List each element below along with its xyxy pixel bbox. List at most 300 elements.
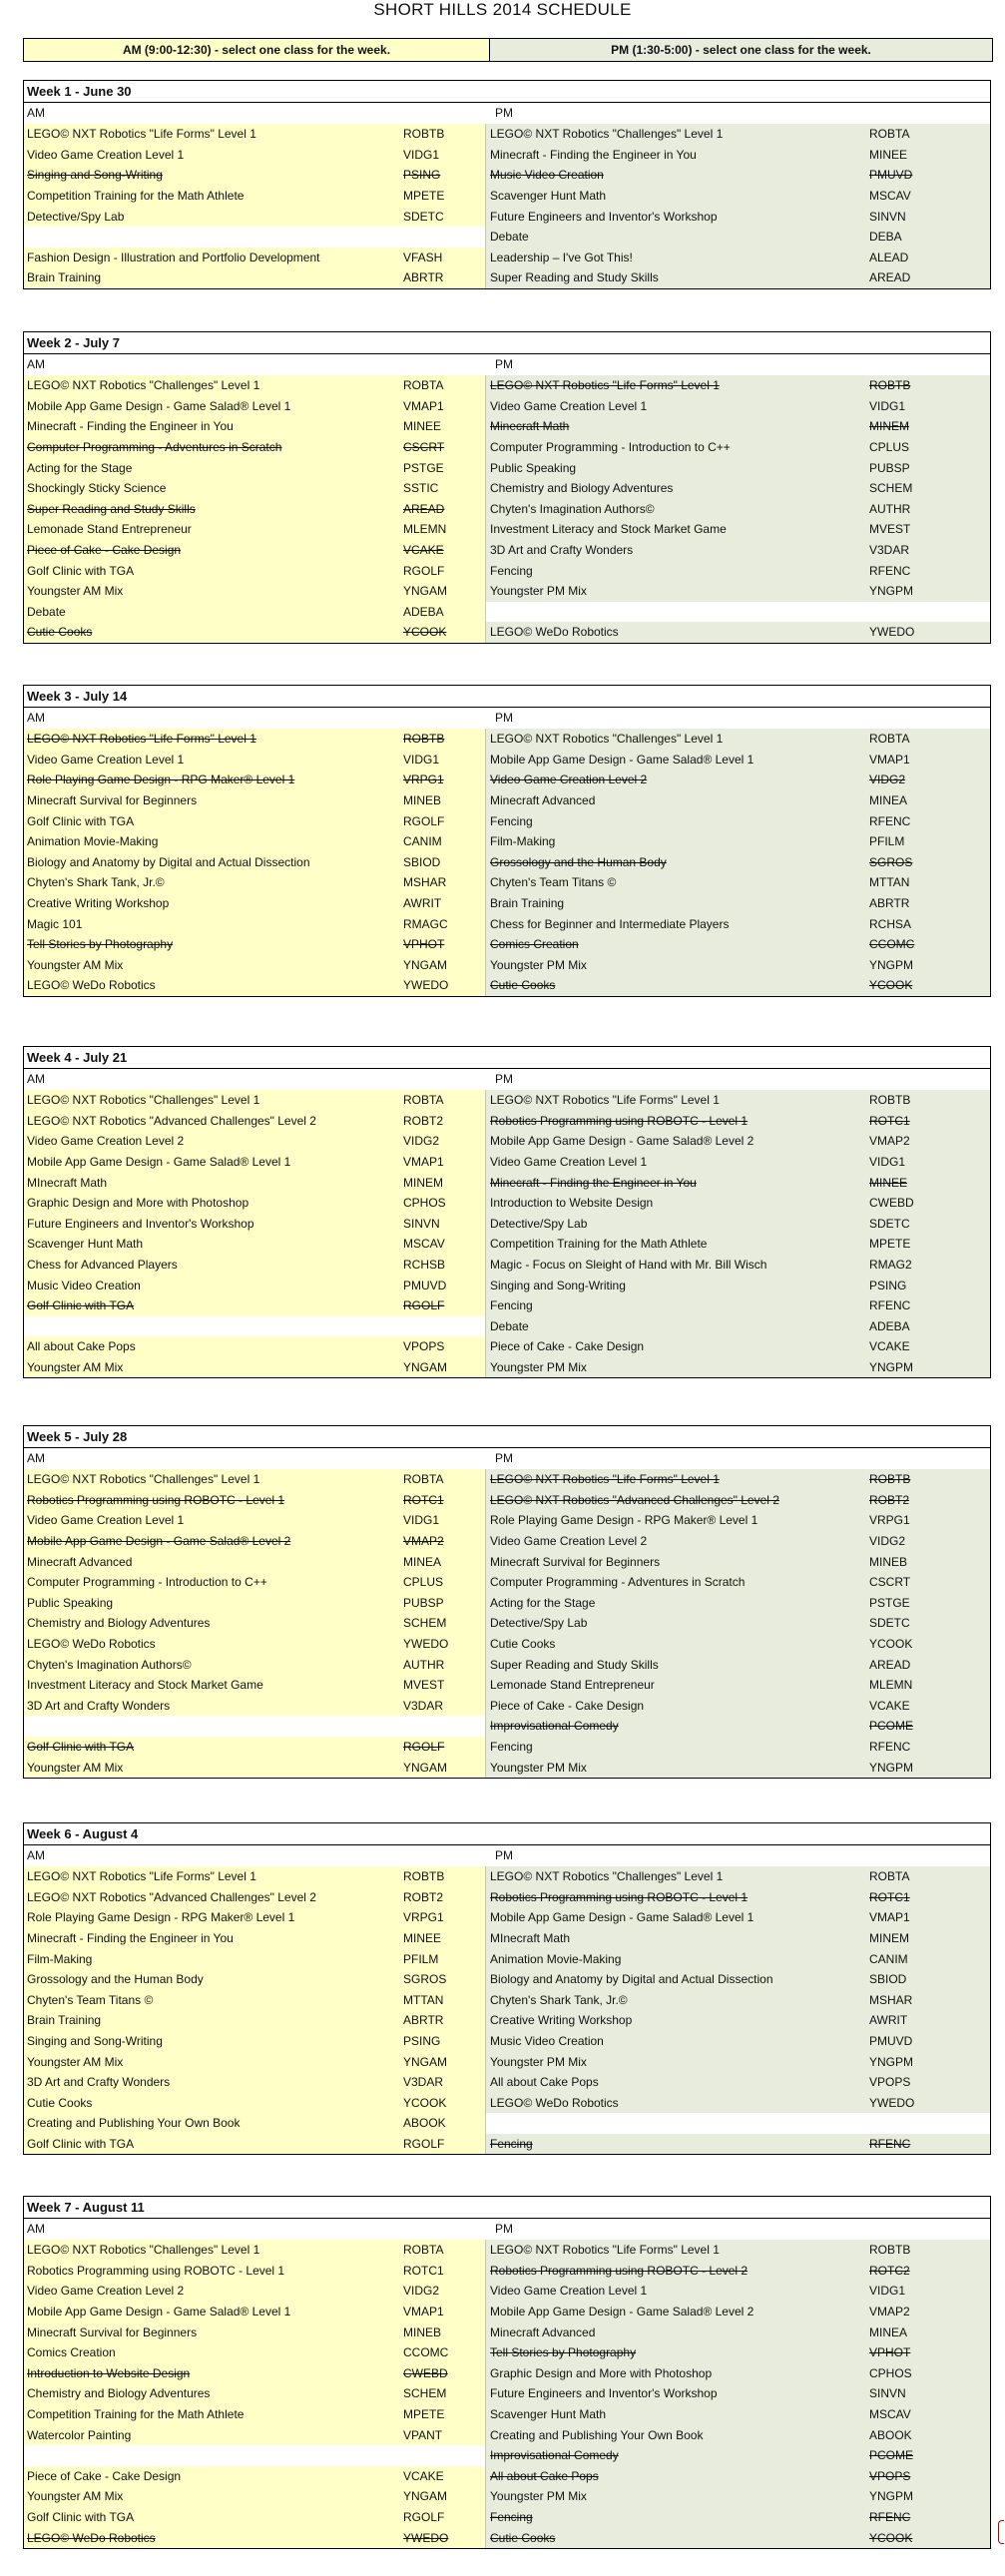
am-class-code-text: RGOLF xyxy=(403,1740,445,1755)
am-class-name xyxy=(24,248,403,268)
pm-class-name-text: Role Playing Game Design - RPG Maker® Level 1 xyxy=(490,1513,758,1528)
pm-class-code xyxy=(869,1336,990,1357)
pm-class-code xyxy=(869,1152,990,1173)
am-class-name-text: Golf Clinic with TGA xyxy=(27,813,135,828)
pm-class-code xyxy=(869,790,990,811)
schedule-row xyxy=(24,145,990,166)
pm-class-name-text: Fencing xyxy=(490,813,533,828)
am-class-name-text: Introduction to Website Design xyxy=(27,2365,191,2380)
am-class-code xyxy=(403,1757,486,1778)
page-title: SHORT HILLS 2014 SCHEDULE xyxy=(373,0,632,19)
schedule-row xyxy=(24,1531,990,1552)
week-block xyxy=(23,2196,991,2549)
am-class-code xyxy=(403,1152,486,1173)
pm-class-name-text: Biology and Anatomy by Digital and Actual Dissection xyxy=(490,1972,773,1987)
pm-class-code-text: MSCAV xyxy=(869,189,911,204)
pm-class-name xyxy=(486,729,869,750)
schedule-row xyxy=(24,1593,990,1614)
pm-class-name xyxy=(486,581,869,602)
am-class-code-text: ROBTB xyxy=(403,732,445,747)
schedule-row xyxy=(24,499,990,520)
pm-class-code-text: CSCRT xyxy=(869,1575,911,1590)
am-class-code xyxy=(403,1696,486,1717)
week-title-text: Week 7 - August 11 xyxy=(27,2200,145,2215)
week-title-text: Week 6 - August 4 xyxy=(27,1826,139,1841)
pm-class-name xyxy=(486,227,869,248)
schedule-row xyxy=(24,810,990,831)
am-class-name xyxy=(24,540,403,561)
am-class-code xyxy=(403,2261,486,2282)
pm-class-name xyxy=(486,1675,869,1696)
pm-class-code-text: MINEE xyxy=(869,1175,908,1190)
am-class-name xyxy=(24,602,403,623)
am-class-name-text: Tell Stories by Photography xyxy=(27,937,174,952)
pm-class-code-text: CPHOS xyxy=(869,2365,912,2380)
pm-class-name-text: LEGO© NXT Robotics "Life Forms" Level 1 xyxy=(490,1093,720,1108)
pm-session-header: PM (1:30-5:00) - select one class for the week. xyxy=(490,39,992,61)
pm-class-name-text: Fencing xyxy=(490,1740,533,1755)
pm-class-name xyxy=(486,975,869,996)
pm-class-code xyxy=(869,2031,990,2052)
pm-class-code-text: RFENC xyxy=(869,563,911,578)
am-class-code-text: PMUVD xyxy=(403,1278,447,1292)
pm-class-code xyxy=(869,831,990,852)
pm-class-code-text: MINEA xyxy=(869,793,908,808)
pm-label-text: PM xyxy=(495,1848,513,1862)
pm-class-name xyxy=(486,416,869,437)
am-class-name xyxy=(24,206,403,227)
pm-class-name xyxy=(486,2404,869,2425)
am-class-code-text: RCHSB xyxy=(403,1258,446,1273)
am-class-code xyxy=(403,2281,486,2302)
schedule-row xyxy=(24,1990,990,2011)
am-class-code-text: VCAKE xyxy=(403,2468,444,2483)
am-class-name xyxy=(24,1737,403,1758)
am-class-code xyxy=(403,1716,486,1737)
schedule-row xyxy=(24,1275,990,1295)
pm-class-code-text: ROTC1 xyxy=(869,1889,910,1904)
pm-class-code-text: ROBTB xyxy=(869,378,911,393)
schedule-row xyxy=(24,1572,990,1593)
schedule-row xyxy=(24,1131,990,1152)
pm-class-code xyxy=(869,2281,990,2302)
am-class-code-text: SDETC xyxy=(403,209,444,224)
pm-class-code-text: VMAP1 xyxy=(869,752,910,767)
pm-class-name xyxy=(486,267,869,288)
pm-label-text: PM xyxy=(495,1072,513,1086)
am-class-code xyxy=(403,955,486,976)
pm-class-name-text: Scavenger Hunt Math xyxy=(490,2407,607,2422)
pm-class-code-text: ROTC2 xyxy=(869,2263,910,2278)
am-class-name xyxy=(24,519,403,540)
am-class-code-text: VPHOT xyxy=(403,937,445,952)
pm-class-name xyxy=(486,913,869,934)
am-class-code-text: SBIOD xyxy=(403,854,441,869)
pm-class-code-text: VIDG1 xyxy=(869,398,906,413)
am-class-name xyxy=(24,1990,403,2011)
pm-class-code xyxy=(869,581,990,602)
am-label-text: AM xyxy=(27,357,45,371)
pm-label xyxy=(492,354,990,375)
am-label xyxy=(24,2219,492,2240)
pm-class-code xyxy=(869,416,990,437)
edge-bracket-mark xyxy=(998,2520,1004,2544)
am-class-name-text: 3D Art and Crafty Wonders xyxy=(27,1698,171,1713)
am-label-text: AM xyxy=(27,106,45,120)
am-class-code-text: CWEBD xyxy=(403,2365,448,2380)
pm-class-name xyxy=(486,206,869,227)
pm-class-code xyxy=(869,2051,990,2072)
am-class-name xyxy=(24,2445,403,2466)
pm-class-name xyxy=(486,1696,869,1717)
am-class-name-text: Computer Programming - Adventures in Scratch xyxy=(27,440,282,455)
am-class-name xyxy=(24,186,403,207)
am-class-name xyxy=(24,581,403,602)
am-class-name xyxy=(24,750,403,771)
pm-class-code xyxy=(869,1090,990,1111)
pm-class-code xyxy=(869,934,990,955)
am-class-name-text: Singing and Song-Writing xyxy=(27,2034,163,2049)
am-class-code xyxy=(403,519,486,540)
schedule-row xyxy=(24,478,990,499)
pm-class-code xyxy=(869,2342,990,2363)
pm-class-name-text: Future Engineers and Inventor's Workshop xyxy=(490,2386,718,2401)
pm-class-name-text: Video Game Creation Level 2 xyxy=(490,1534,648,1549)
pm-label xyxy=(492,103,990,124)
pm-class-name-text: Chemistry and Biology Adventures xyxy=(490,481,674,496)
week-title xyxy=(24,1047,990,1069)
pm-class-name xyxy=(486,2240,869,2261)
pm-class-name xyxy=(486,1275,869,1295)
pm-class-name-text: Minecraft Advanced xyxy=(490,793,596,808)
pm-class-code-text: VRPG1 xyxy=(869,1513,910,1528)
am-class-code-text: MINEB xyxy=(403,2324,442,2339)
schedule-row xyxy=(24,975,990,996)
am-class-name-text: Role Playing Game Design - RPG Maker® Level 1 xyxy=(27,773,295,787)
am-class-name-text: Brain Training xyxy=(27,2013,102,2028)
pm-class-code xyxy=(869,913,990,934)
pm-class-code xyxy=(869,1316,990,1337)
pm-class-name-text: Fencing xyxy=(490,2137,533,2152)
pm-class-code xyxy=(869,1990,990,2011)
am-class-code-text: MINEA xyxy=(403,1554,442,1569)
pm-class-name xyxy=(486,2093,869,2114)
am-class-name xyxy=(24,1275,403,1295)
pm-class-name-text: LEGO© WeDo Robotics xyxy=(490,2095,619,2110)
week-title xyxy=(24,332,990,354)
pm-class-name-text: Grossology and the Human Body xyxy=(490,854,667,869)
pm-class-name xyxy=(486,1757,869,1778)
am-class-code-text: VPANT xyxy=(403,2427,443,2442)
am-class-name xyxy=(24,478,403,499)
schedule-row xyxy=(24,1336,990,1357)
am-class-code xyxy=(403,499,486,520)
pm-class-code xyxy=(869,2261,990,2282)
am-class-name-text: Public Speaking xyxy=(27,1595,114,1610)
am-class-code xyxy=(403,2321,486,2342)
am-class-code-text: SCHEM xyxy=(403,1616,447,1631)
pm-label xyxy=(492,2219,990,2240)
am-class-code-text: MTTAN xyxy=(403,1992,444,2007)
pm-class-name-text: Chyten's Imagination Authors© xyxy=(490,501,655,516)
pm-class-code-text: CWEBD xyxy=(869,1196,914,1211)
pm-class-code-text: ROBTB xyxy=(869,2243,911,2258)
pm-class-name xyxy=(486,2072,869,2093)
week-title-text: Week 2 - July 7 xyxy=(27,335,120,350)
am-class-name xyxy=(24,1234,403,1255)
pm-class-name-text: Youngster PM Mix xyxy=(490,1360,587,1375)
am-class-code xyxy=(403,2445,486,2466)
week-title xyxy=(24,81,990,103)
am-class-code xyxy=(403,1234,486,1255)
am-class-code xyxy=(403,852,486,873)
pm-class-name xyxy=(486,1255,869,1276)
pm-class-code-text: YCOOK xyxy=(869,2530,913,2545)
am-class-name-text: Creative Writing Workshop xyxy=(27,896,170,911)
am-class-name xyxy=(24,560,403,581)
pm-class-code xyxy=(869,206,990,227)
pm-class-name xyxy=(486,1716,869,1737)
schedule-row xyxy=(24,1111,990,1132)
schedule-row xyxy=(24,457,990,478)
am-class-name xyxy=(24,2424,403,2445)
am-class-code-text: ROBTA xyxy=(403,378,444,393)
pm-class-code-text: YNGPM xyxy=(869,1760,914,1775)
am-class-code-text: AUTHR xyxy=(403,1657,445,1672)
pm-class-code xyxy=(869,1737,990,1758)
pm-class-name-text: Improvisational Comedy xyxy=(490,2448,619,2463)
am-class-code-text: SGROS xyxy=(403,1972,447,1987)
pm-class-name-text: Youngster PM Mix xyxy=(490,1760,587,1775)
pm-class-name-text: Leadership – I've Got This! xyxy=(490,250,633,264)
am-class-name-text: Detective/Spy Lab xyxy=(27,209,125,224)
pm-class-code xyxy=(869,2302,990,2322)
am-class-name-text: Golf Clinic with TGA xyxy=(27,563,135,578)
pm-class-code-text: YCOOK xyxy=(869,1637,913,1652)
am-class-name xyxy=(24,2486,403,2507)
pm-class-code-text: PFILM xyxy=(869,834,905,849)
am-class-code xyxy=(403,2363,486,2384)
am-class-code xyxy=(403,1531,486,1552)
schedule-row xyxy=(24,1316,990,1337)
schedule-row xyxy=(24,1490,990,1511)
am-label-text: AM xyxy=(27,2222,45,2236)
am-class-name-text: Golf Clinic with TGA xyxy=(27,1740,135,1755)
am-class-code xyxy=(403,560,486,581)
schedule-row xyxy=(24,560,990,581)
am-class-code-text: VMAP2 xyxy=(403,1534,444,1549)
am-label xyxy=(24,354,492,375)
am-class-code-text: ROBTB xyxy=(403,1869,445,1884)
am-class-name xyxy=(24,1928,403,1949)
pm-class-code xyxy=(869,975,990,996)
schedule-row xyxy=(24,770,990,790)
schedule-row xyxy=(24,1737,990,1758)
pm-class-name xyxy=(486,831,869,852)
schedule-row xyxy=(24,1654,990,1675)
am-class-code-text: YWEDO xyxy=(403,1637,449,1652)
am-class-code-text: PFILM xyxy=(403,1951,439,1966)
am-class-code xyxy=(403,478,486,499)
am-class-name-text: LEGO© NXT Robotics "Challenges" Level 1 xyxy=(27,1472,260,1487)
am-class-code-text: RGOLF xyxy=(403,1298,445,1313)
am-class-name-text: Super Reading and Study Skills xyxy=(27,501,196,516)
schedule-row xyxy=(24,1510,990,1531)
pm-class-name-text: Magic - Focus on Sleight of Hand with Mr. Bill Wisch xyxy=(490,1258,767,1273)
am-class-code xyxy=(403,1654,486,1675)
am-class-name-text: LEGO© WeDo Robotics xyxy=(27,2530,156,2545)
schedule-row xyxy=(24,248,990,268)
am-class-code xyxy=(403,1336,486,1357)
pm-class-name-text: Video Game Creation Level 1 xyxy=(490,2284,648,2299)
pm-class-code-text: MINEM xyxy=(869,419,909,434)
pm-class-code-text: ROBTB xyxy=(869,1093,911,1108)
am-class-code xyxy=(403,1866,486,1887)
pm-class-code xyxy=(869,1531,990,1552)
schedule-row xyxy=(24,2302,990,2322)
am-class-name-text: Mobile App Game Design - Game Salad® Level 2 xyxy=(27,1534,291,1549)
pm-class-code-text: RFENC xyxy=(869,1740,911,1755)
schedule-row xyxy=(24,622,990,643)
schedule-row xyxy=(24,2404,990,2425)
am-class-code-text: RGOLF xyxy=(403,813,445,828)
am-class-code xyxy=(403,457,486,478)
schedule-row xyxy=(24,750,990,771)
schedule-row xyxy=(24,1295,990,1316)
am-class-name-text: Competition Training for the Math Athlete xyxy=(27,189,245,204)
am-class-name xyxy=(24,2404,403,2425)
am-class-name xyxy=(24,872,403,893)
pm-class-name-text: Debate xyxy=(490,230,529,245)
schedule-row xyxy=(24,2051,990,2072)
am-class-name xyxy=(24,1887,403,1908)
pm-class-code-text: CANIM xyxy=(869,1951,908,1966)
pm-class-code xyxy=(869,1969,990,1990)
am-class-code xyxy=(403,1469,486,1490)
pm-class-name xyxy=(486,2486,869,2507)
am-class-code-text: ABRTR xyxy=(403,2013,444,2028)
pm-class-code-text: SDETC xyxy=(869,1216,910,1231)
pm-class-code xyxy=(869,750,990,771)
am-class-name xyxy=(24,2302,403,2322)
am-class-code xyxy=(403,2134,486,2155)
week-block xyxy=(23,685,991,997)
pm-class-name-text: LEGO© NXT Robotics "Life Forms" Level 1 xyxy=(490,378,720,393)
am-class-name xyxy=(24,1613,403,1634)
pm-class-code xyxy=(869,2072,990,2093)
pm-class-name-text: Animation Movie-Making xyxy=(490,1951,622,1966)
am-class-name xyxy=(24,2363,403,2384)
pm-class-name xyxy=(486,478,869,499)
pm-class-name xyxy=(486,437,869,458)
am-class-name xyxy=(24,1572,403,1593)
am-class-code xyxy=(403,1990,486,2011)
pm-class-name xyxy=(486,1907,869,1928)
am-class-code xyxy=(403,2527,486,2548)
am-class-name-text: Competition Training for the Math Athlete xyxy=(27,2407,245,2422)
pm-class-name xyxy=(486,2363,869,2384)
pm-class-code xyxy=(869,165,990,186)
pm-class-name xyxy=(486,1214,869,1235)
am-class-name xyxy=(24,2072,403,2093)
pm-class-name xyxy=(486,1969,869,1990)
schedule-row xyxy=(24,2445,990,2466)
week-block xyxy=(23,80,991,289)
pm-class-code xyxy=(869,2404,990,2425)
schedule-row xyxy=(24,1172,990,1193)
pm-class-name xyxy=(486,1172,869,1193)
pm-class-code xyxy=(869,1510,990,1531)
schedule-row xyxy=(24,1696,990,1717)
schedule-row xyxy=(24,2342,990,2363)
pm-class-name-text: Video Game Creation Level 1 xyxy=(490,1155,648,1170)
am-class-code-text: CPLUS xyxy=(403,1575,444,1590)
schedule-row xyxy=(24,893,990,914)
pm-class-code-text: YNGPM xyxy=(869,2489,914,2504)
pm-class-name-text: Super Reading and Study Skills xyxy=(490,1657,659,1672)
am-class-name-text: Cutie Cooks xyxy=(27,625,93,640)
pm-class-code-text: VCAKE xyxy=(869,1698,910,1713)
am-class-code-text: VFASH xyxy=(403,250,443,264)
pm-class-name-text: Piece of Cake - Cake Design xyxy=(490,1698,645,1713)
am-class-name xyxy=(24,457,403,478)
pm-class-code-text: AUTHR xyxy=(869,501,911,516)
am-class-name-text: Biology and Anatomy by Digital and Actual Dissection xyxy=(27,854,310,869)
am-class-code xyxy=(403,2486,486,2507)
pm-class-code xyxy=(869,227,990,248)
pm-class-name xyxy=(486,145,869,166)
am-class-name-text: Magic 101 xyxy=(27,916,83,931)
am-class-name xyxy=(24,2240,403,2261)
am-class-name xyxy=(24,1255,403,1276)
am-class-name xyxy=(24,810,403,831)
am-class-name-text: Animation Movie-Making xyxy=(27,834,159,849)
am-class-code xyxy=(403,1111,486,1132)
week-session-labels xyxy=(24,1069,990,1090)
pm-class-name-text: Lemonade Stand Entrepreneur xyxy=(490,1678,655,1693)
am-class-code-text: VRPG1 xyxy=(403,1910,444,1925)
pm-class-code-text: ROBTA xyxy=(869,732,910,747)
pm-class-name xyxy=(486,2010,869,2031)
pm-class-name xyxy=(486,2507,869,2528)
pm-class-code-text: YNGPM xyxy=(869,584,914,599)
pm-class-name xyxy=(486,955,869,976)
pm-class-name xyxy=(486,2031,869,2052)
am-class-code-text: MINEE xyxy=(403,1931,442,1946)
pm-class-name xyxy=(486,1295,869,1316)
pm-class-code xyxy=(869,375,990,396)
week-session-labels xyxy=(24,103,990,124)
pm-class-code xyxy=(869,1654,990,1675)
am-class-name-text: Piece of Cake - Cake Design xyxy=(27,2468,182,2483)
pm-class-code-text: SBIOD xyxy=(869,1972,907,1987)
pm-class-code-text: RCHSA xyxy=(869,916,912,931)
schedule-row xyxy=(24,2240,990,2261)
schedule-row xyxy=(24,2424,990,2445)
am-class-name-text: Youngster AM Mix xyxy=(27,2489,124,2504)
am-class-name-text: Singing and Song-Writing xyxy=(27,168,163,183)
pm-class-name xyxy=(486,2261,869,2282)
am-class-name-text: All about Cake Pops xyxy=(27,1339,136,1354)
am-class-code-text: SSTIC xyxy=(403,481,439,496)
pm-class-name xyxy=(486,2342,869,2363)
pm-class-code xyxy=(869,2010,990,2031)
am-class-code xyxy=(403,1907,486,1928)
pm-class-name-text: Music Video Creation xyxy=(490,2034,604,2049)
am-class-code-text: YNGAM xyxy=(403,957,448,972)
am-class-name xyxy=(24,790,403,811)
am-class-name xyxy=(24,1716,403,1737)
